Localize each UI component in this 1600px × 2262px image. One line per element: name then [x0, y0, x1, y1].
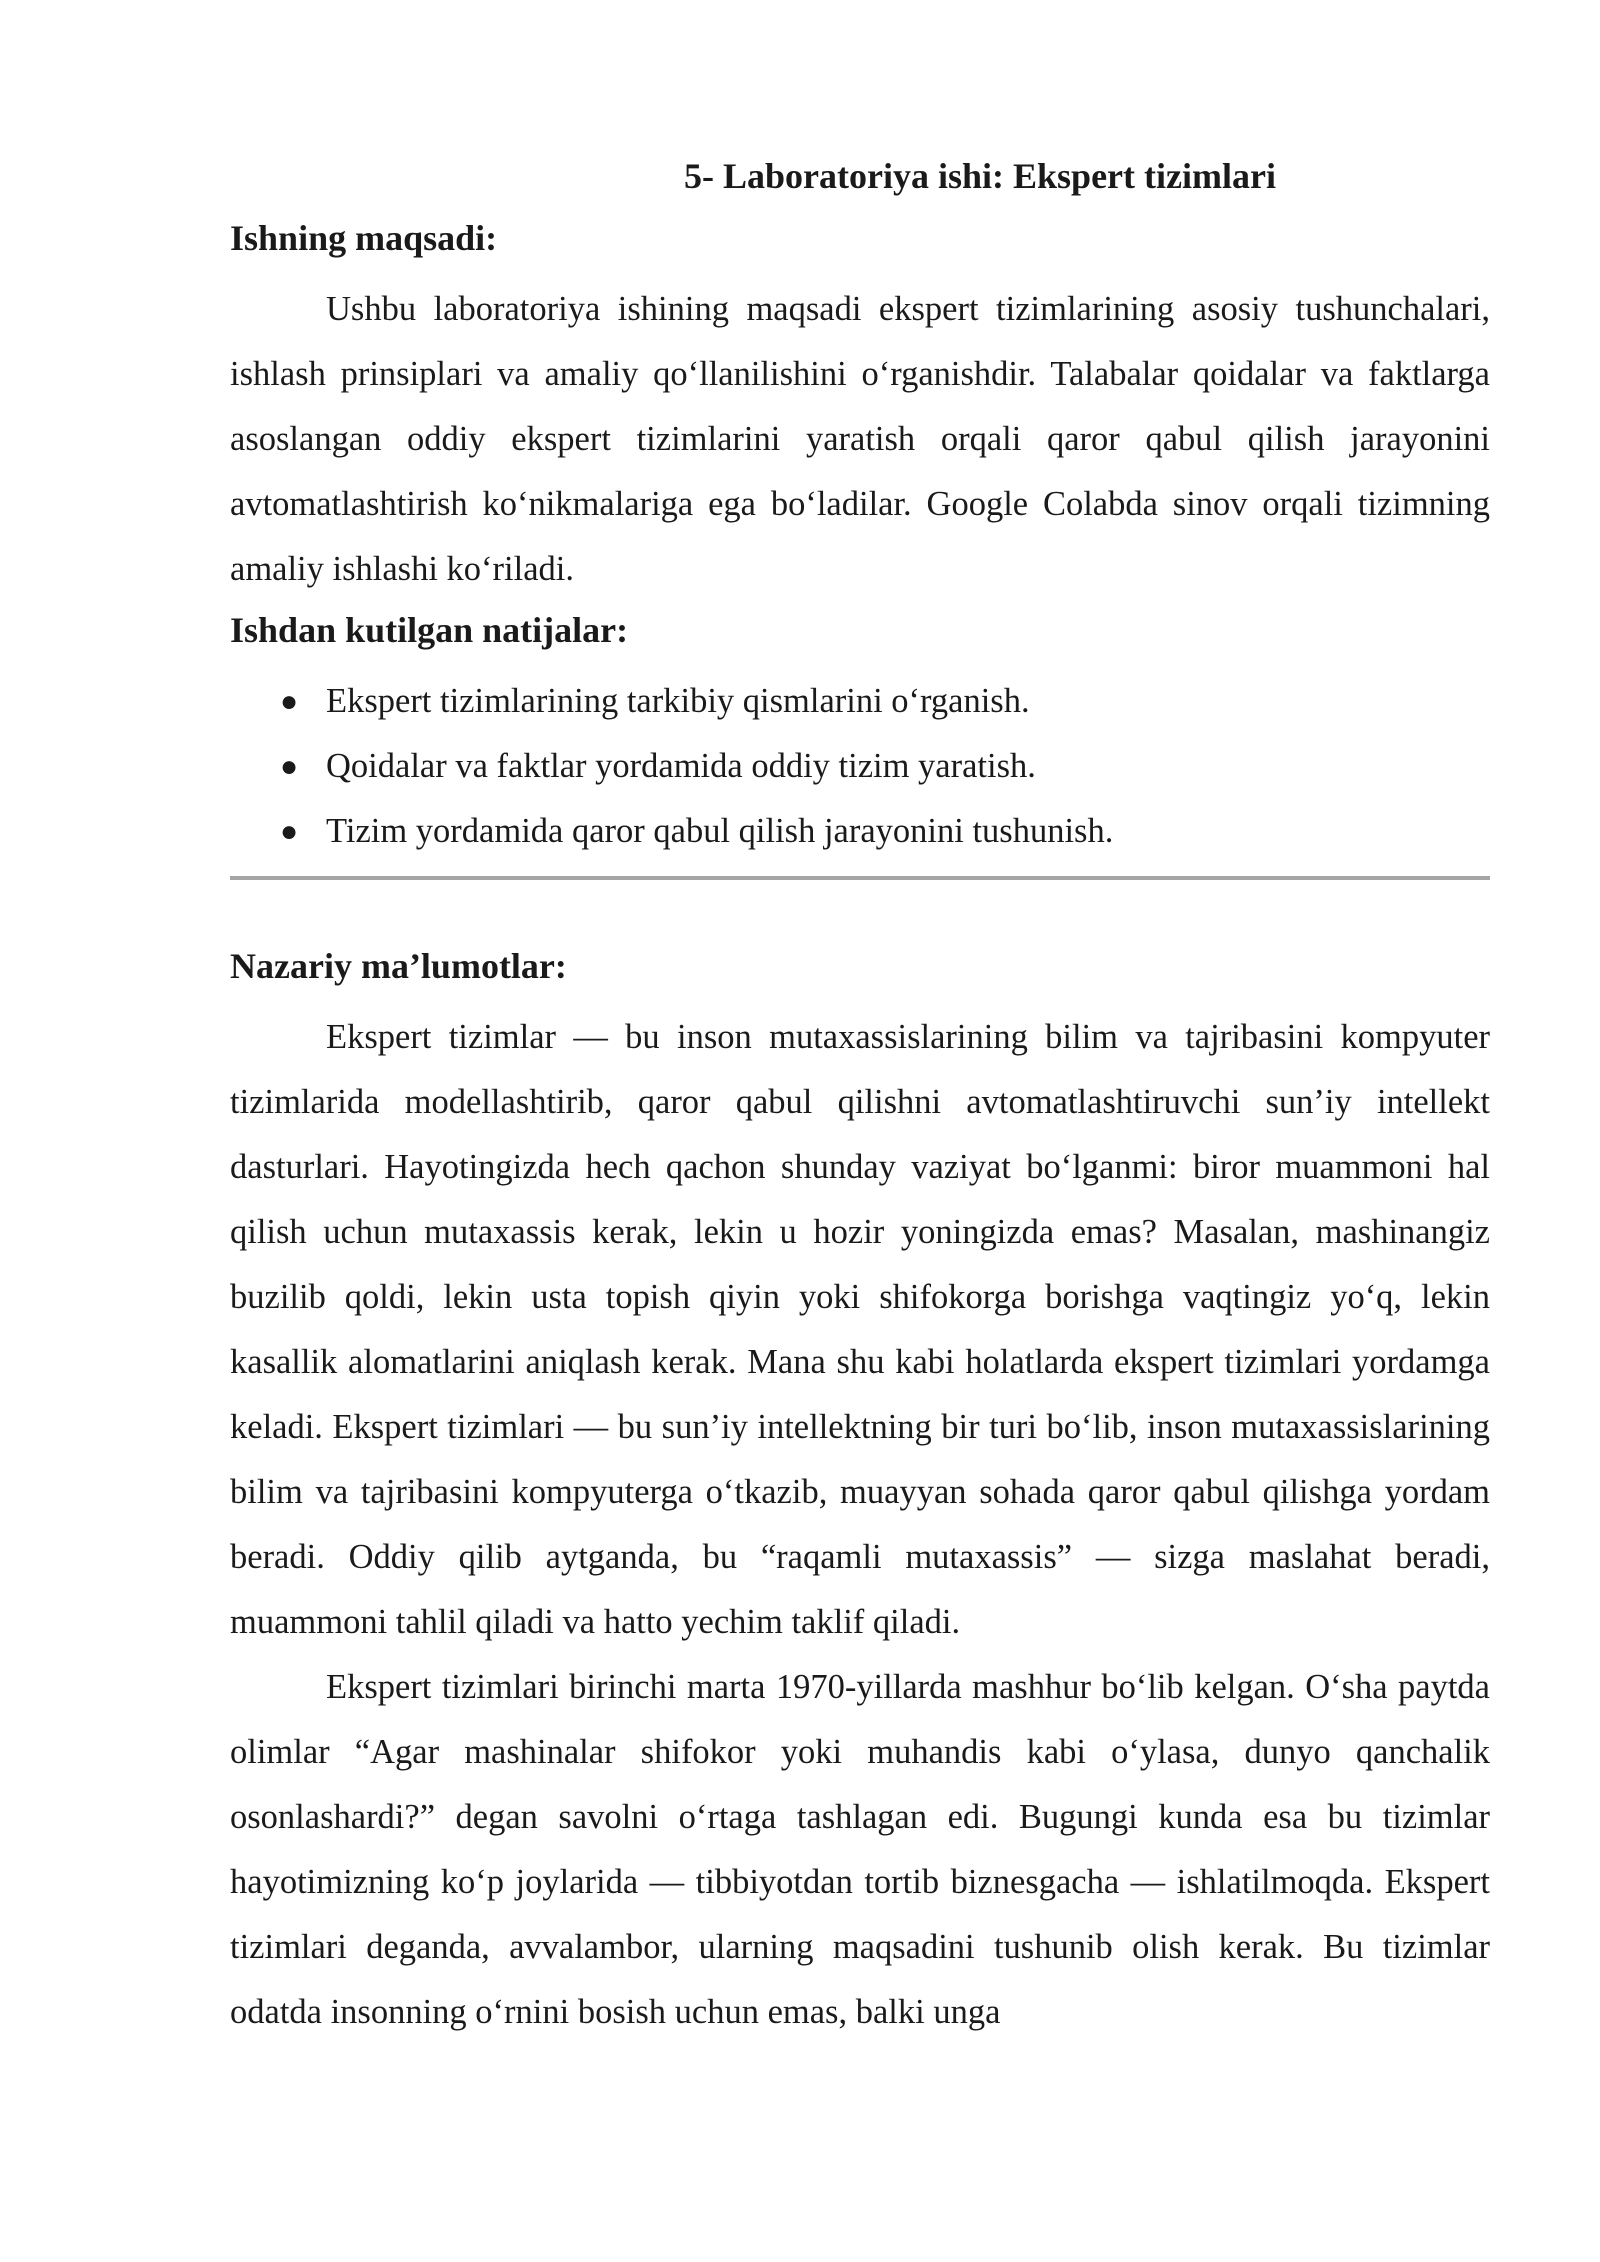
- bullet-icon: ●: [280, 815, 299, 848]
- list-item: [230, 669, 1490, 734]
- theory-paragraph-1: Ekspert tizimlar — bu inson mutaxassislarining bilim va tajribasini kompyuter tizimlarida modellashtirib, qaror qabul qilishni avtomatlashtiruvchi sun’iy intellekt dasturlari. Hayotingizda hech qachon shunday vaziyat bo‘lganmi: biror muammoni hal qilish uchun mutaxassis kerak, lekin u hozir yoningizda emas? Masalan, mashinangiz buzilib qoldi, lekin usta topish qiyin yoki shifokorga borishga vaqtingiz yo‘q, lekin kasallik alomatlarini aniqlash kerak. Mana shu kabi holatlarda ekspert tizimlari yordamga keladi. Ekspert tizimlari — bu sun’iy intellektning bir turi bo‘lib, inson mutaxassislarining bilim va tajribasini kompyuterga o‘tkazib, muayyan sohada qaror qabul qilishga yordam beradi. Oddiy qilib aytganda, bu “raqamli mutaxassis” — sizga maslahat beradi, muammoni tahlil qiladi va hatto yechim taklif qiladi.: [230, 1018, 1490, 1641]
- document-page: [230, 150, 1490, 2045]
- goal-heading: Ishning maqsadi:: [230, 218, 498, 258]
- document-title: 5- Laboratoriya ishi: Ekspert tizimlari: [684, 156, 1276, 196]
- list-item-text: Qoidalar va faktlar yordamida oddiy tizim yaratish.: [326, 747, 1036, 785]
- results-heading: Ishdan kutilgan natijalar:: [230, 610, 629, 650]
- horizontal-divider: [230, 876, 1490, 880]
- goal-paragraph: Ushbu laboratoriya ishining maqsadi ekspert tizimlarining asosiy tushunchalari, ishlash prinsiplari va amaliy qo‘llanilishini o‘rganishdir. Talabalar qoidalar va faktlarga asoslangan oddiy ekspert tizimlarini yaratish orqali qaror qabul qilish jarayonini avtomatlashtirish ko‘nikmalariga ega bo‘ladilar. Google Colabda sinov orqali tizimning amaliy ishlashi ko‘riladi.: [230, 290, 1490, 588]
- bullet-icon: ●: [280, 685, 299, 718]
- theory-heading: Nazariy ma’lumotlar:: [230, 946, 567, 986]
- list-item-text: Ekspert tizimlarining tarkibiy qismlarini o‘rganish.: [326, 682, 1030, 720]
- list-item: [230, 734, 1490, 799]
- theory-paragraph-2: Ekspert tizimlari birinchi marta 1970-yillarda mashhur bo‘lib kelgan. O‘sha paytda olimlar “Agar mashinalar shifokor yoki muhandis kabi o‘ylasa, dunyo qanchalik osonlashardi?” degan savolni o‘rtaga tashlagan edi. Bugungi kunda esa bu tizimlar hayotimizning ko‘p joylarida — tibbiyotdan tortib biznesgacha — ishlatilmoqda. Ekspert tizimlari deganda, avvalambor, ularning maqsadini tushunib olish kerak. Bu tizimlar odatda insonning o‘rnini bosish uchun emas, balki unga: [230, 1668, 1490, 2031]
- list-item-text: Tizim yordamida qaror qabul qilish jarayonini tushunish.: [326, 812, 1114, 850]
- list-item: [230, 799, 1490, 864]
- results-list: [230, 669, 1490, 864]
- bullet-icon: ●: [280, 750, 299, 783]
